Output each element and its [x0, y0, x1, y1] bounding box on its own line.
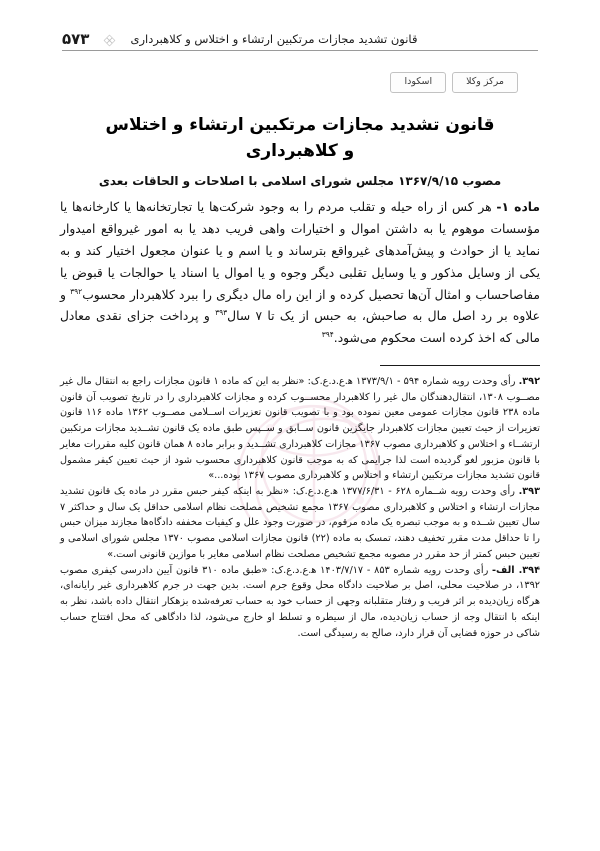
footnote-divider	[380, 365, 540, 366]
diamond-ornament-icon	[103, 34, 116, 47]
footnote-394	[60, 563, 540, 642]
title-block	[62, 112, 538, 190]
footnote-394-alef: الف-	[492, 564, 519, 576]
footnote-ref-392[interactable]: ۳۹۲	[70, 286, 83, 296]
running-header	[62, 28, 538, 50]
article-body	[60, 197, 540, 350]
footnote-394-text: رأی وحدت رویه شماره ۸۵۳ - ۱۴۰۳/۷/۱۷ ه‍.ع.د.ع.ک: «طبق ماده ۳۱۰ قانون آیین دادرسی کیفری مصوب ۱۳۹۲، در صلاحیت محلی، اصل بر صلاحیت دادگاه محل وقوع جرم است. بدین جهت در جرم کلاهبرداری غیر رایانه‌ای، هرگاه زیان‌دیده بر اثر فریب و رفتار متقلبانه وجهی از حساب خود به حساب تعرفه‌شده بزهکار انتقال داده باشد، نظر به اینکه با انتقال وجه از حساب زیان‌دیده، مال از سیطره و تسلط او خارج می‌شود، لذا دادگاهی که محل افتتاح حساب شاکی در حوزه قضایی آن قرار دارد، صالح به رسیدگی است.	[60, 564, 540, 639]
footnote-ref-393[interactable]: ۳۹۳	[215, 308, 228, 318]
footnote-393-text: رأی وحدت رویه شــماره ۶۲۸ - ۱۳۷۷/۶/۳۱ ه‍.ع.د.ع.ک: «نظر به اینکه کیفر حبس مقرر در ماده یک قانون تشدید مجازات ارتشاء و اختلاس و کلاهبرداری مصوب ۱۳۶۷ مجمع تشخیص مصلحت نظام اسلامی حداقل یک سال و حداکثر ۷ سال تعیین شــده و به موجب تبصره یک ماده مرقوم، در صورت وجود علل و کیفیات مخففه دادگاه‌ها مجازند میزان حبس را تا حداقل مدت مقرر تخفیف دهند، تمسک به ماده (۲۲) قانون مجازات اسلامی مصوب ۱۳۷۰ مجلس شورای اسلامی و تعیین حبس کمتر از حد مقرر در مصوبه مجمع تشخیص مصلحت نظام اسلامی مغایر با موازین قانونی است.»	[60, 486, 540, 560]
tab-markaz-vokala[interactable]: مرکز وکلا	[452, 72, 518, 93]
footnote-394-number: ۳۹۴.	[518, 564, 541, 576]
footnote-392-number: ۳۹۲.	[518, 376, 540, 387]
article-text-part-3: و پرداخت جزای نقدی معادل مالی که اخذ کرده است محکوم می‌شود.	[60, 309, 540, 346]
footnote-393	[60, 484, 540, 563]
article-text-part-1: هر کس از راه حیله و تقلب مردم را به وجود شرکت‌ها یا تجارتخانه‌ها یا کارخانه‌ها یا مؤسسات موهوم یا به داشتن اموال و اختیارات واهی فریب دهد یا به امور غیرواقع امیدوار نماید یا از حوادث و پیش‌آمدهای غیرواقع بترساند و یا اسم و یا عنوان مجعول اختیار کند و به یکی از وسایل مذکور و یا وسایل تقلبی دیگر وجوه و یا اموال یا اسناد یا حوالجات یا قبوض یا مفاصاحساب و امثال آن‌ها تحصیل کرده و از این راه مال دیگری را ببرد کلاهبردار محسوب	[60, 200, 540, 302]
source-tabs	[390, 72, 518, 93]
footnote-ref-394[interactable]: ۳۹۴	[321, 330, 334, 340]
article-paragraph	[60, 197, 540, 350]
article-text-part-2: و علاوه بر رد اصل مال به صاحبش، به حبس از یک تا ۷ سال	[60, 287, 540, 324]
article-label: ماده ۱-	[496, 200, 540, 214]
tab-eskoda[interactable]: اسکودا	[390, 72, 446, 93]
header-title: قانون تشدید مجازات مرتکبین ارتشاء و اختلاس و کلاهبرداری	[130, 32, 418, 46]
page-number: ۵۷۳	[62, 30, 90, 48]
footnote-392	[60, 374, 540, 484]
document-subtitle: مصوب ۱۳۶۷/۹/۱۵ مجلس شورای اسلامی با اصلاحات و الحاقات بعدی	[98, 173, 502, 188]
document-title: قانون تشدید مجازات مرتکبین ارتشاء و اختلاس و کلاهبرداری	[105, 115, 495, 162]
header-divider	[62, 50, 538, 51]
footnote-392-text: رأی وحدت رویه شماره ۵۹۴ - ۱۳۷۳/۹/۱ ه‍.ع.د.ع.ک: «نظر به این که ماده ۱ قانون مجازات راجع به انتقال مال غیر مصــوب ۱۳۰۸، انتقال‌دهندگان مال غیر را کلاهبردار محســوب کرده و مجازات کلاهبرداری را در تاریخ تصویب آن قانون ماده ۲۳۸ قانون مجازات عمومی معین نموده بود و با تصویب قانون تعزیرات اســلامی مصــوب ۱۳۶۲ ماده ۱۱۶ قانون تعزیرات از حیث تعیین مجازات کلاهبردار جایگزین قانون ســابق و ســپس طبق ماده یک قانون تشــدید مجازات مرتکبین ارتشــاء و اختلاس و کلاهبرداری مصوب ۱۳۶۷ مجازات کلاهبرداری تشــدید و برابر ماده ۸ همان قانون کلیه مقررات مغایر با قانون مزبور لغو گردیده است لذا جرایمی که به موجب قانون کلاهبرداری محسوب شود از حیث تعیین کیفر مشمول قانون تشدید مجازات مرتکبین ارتشاء و اختلاس و کلاهبرداری مصوب ۱۳۶۷ بوده...»	[60, 376, 541, 482]
footnote-393-number: ۳۹۳.	[518, 486, 540, 498]
footnotes-section	[60, 374, 540, 641]
